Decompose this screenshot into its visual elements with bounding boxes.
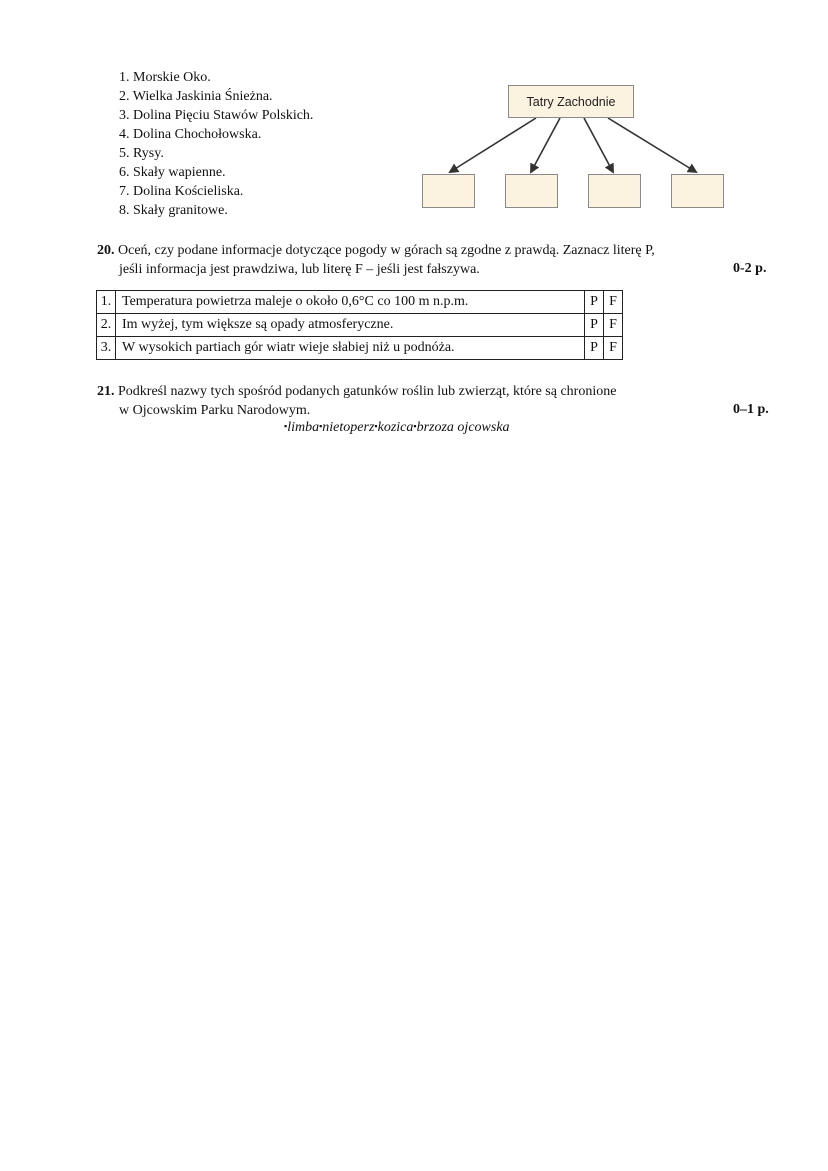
list-item: 5. Rysy. — [119, 146, 164, 161]
question-text-line1: Podkreśl nazwy tych spośród podanych gatunków roślin lub zwierząt, które są chronione — [118, 384, 617, 399]
arrow-4 — [608, 118, 696, 172]
points-q20: 0-2 p. — [733, 261, 767, 276]
answer-box-4[interactable] — [671, 174, 724, 208]
statement: Im wyżej, tym większe są opady atmosferyczne. — [116, 314, 585, 337]
answer-box-3[interactable] — [588, 174, 641, 208]
question-text-line2: jeśli informacja jest prawdziwa, lub literę F – jeśli jest fałszywa. — [119, 262, 480, 277]
list-item: 7. Dolina Kościeliska. — [119, 184, 244, 199]
row-number: 3. — [97, 337, 116, 360]
list-item: 8. Skały granitowe. — [119, 203, 228, 218]
table-row — [97, 337, 623, 360]
option-f[interactable]: F — [604, 337, 623, 360]
question-text-line1: Oceń, czy podane informacje dotyczące pogody w górach są zgodne z prawdą. Zaznacz literę P, — [118, 243, 655, 258]
question-text-line2: w Ojcowskim Parku Narodowym. — [119, 403, 311, 418]
true-false-table — [96, 290, 623, 360]
statement: Temperatura powietrza maleje o około 0,6°C co 100 m n.p.m. — [116, 291, 585, 314]
table-row — [97, 291, 623, 314]
option-f[interactable]: F — [604, 291, 623, 314]
question-number: 21. — [97, 384, 115, 399]
answer-options-list — [119, 68, 313, 220]
separator-icon: ▪ — [413, 421, 417, 431]
species-brzoza-ojcowska[interactable]: brzoza ojcowska — [416, 420, 510, 435]
table-row — [97, 314, 623, 337]
list-item: 2. Wielka Jaskinia Śnieżna. — [119, 89, 273, 104]
option-p[interactable]: P — [585, 291, 604, 314]
separator-icon: ▪ — [284, 421, 288, 431]
arrow-1 — [450, 118, 536, 172]
species-nietoperz[interactable]: nietoperz — [322, 420, 375, 435]
list-item: 6. Skały wapienne. — [119, 165, 226, 180]
list-item: 1. Morskie Oko. — [119, 70, 211, 85]
diagram-root-box: Tatry Zachodnie — [508, 85, 634, 118]
list-item: 3. Dolina Pięciu Stawów Polskich. — [119, 108, 314, 123]
option-p[interactable]: P — [585, 314, 604, 337]
species-list — [284, 420, 510, 436]
row-number: 1. — [97, 291, 116, 314]
question-number: 20. — [97, 243, 115, 258]
question-20 — [97, 241, 655, 279]
separator-icon: ▪ — [319, 421, 323, 431]
row-number: 2. — [97, 314, 116, 337]
arrow-2 — [531, 118, 560, 172]
arrow-3 — [584, 118, 613, 172]
answer-box-1[interactable] — [422, 174, 475, 208]
species-limba[interactable]: limba — [287, 420, 320, 435]
species-kozica[interactable]: kozica — [377, 420, 414, 435]
list-item: 4. Dolina Chochołowska. — [119, 127, 262, 142]
option-p[interactable]: P — [585, 337, 604, 360]
points-q21: 0–1 p. — [733, 402, 769, 417]
question-21 — [97, 382, 616, 420]
answer-box-2[interactable] — [505, 174, 558, 208]
separator-icon: ▪ — [374, 421, 378, 431]
option-f[interactable]: F — [604, 314, 623, 337]
statement: W wysokich partiach gór wiatr wieje słabiej niż u podnóża. — [116, 337, 585, 360]
